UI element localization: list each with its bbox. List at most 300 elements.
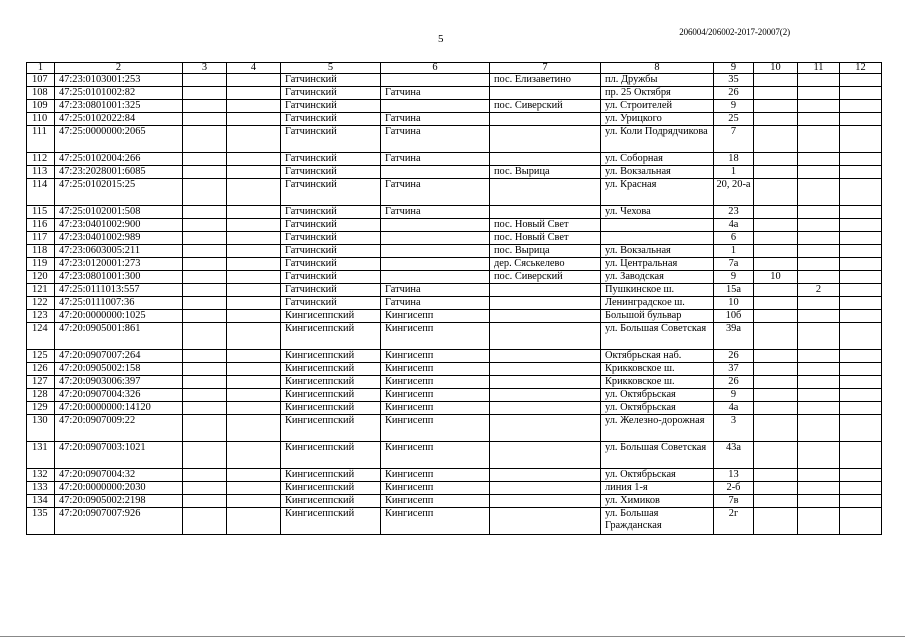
cell-house-number: 6 xyxy=(714,232,754,245)
table-row xyxy=(27,166,882,179)
cell-col-10 xyxy=(754,402,798,415)
cell-house-number: 25 xyxy=(714,113,754,126)
cell-cadastral-number: 47:20:0905002:2198 xyxy=(55,495,183,508)
cell-col-11 xyxy=(798,258,840,271)
table-row xyxy=(27,74,882,87)
cell-settlement xyxy=(490,482,601,495)
cell-settlement: пос. Сиверский xyxy=(490,100,601,113)
cell-cadastral-number: 47:20:0907007:926 xyxy=(55,508,183,535)
cell-district: Кингисеппский xyxy=(281,442,381,469)
cell-street: пл. Дружбы xyxy=(601,74,714,87)
cell-house-number: 9 xyxy=(714,389,754,402)
cell-cadastral-number: 47:23:0120001:273 xyxy=(55,258,183,271)
cell-col-4 xyxy=(227,402,281,415)
cell-cadastral-number: 47:23:0603005:211 xyxy=(55,245,183,258)
cell-district: Кингисеппский xyxy=(281,363,381,376)
document-id: 206004/206002-2017-20007(2) xyxy=(679,27,790,37)
column-header: 7 xyxy=(490,63,601,74)
page-number: 5 xyxy=(438,33,444,45)
cell-col-11 xyxy=(798,482,840,495)
table-row xyxy=(27,297,882,310)
cell-col-10 xyxy=(754,153,798,166)
cell-house-number: 1 xyxy=(714,166,754,179)
cell-col-12 xyxy=(840,100,882,113)
cell-col-10 xyxy=(754,126,798,153)
cell-district: Гатчинский xyxy=(281,113,381,126)
cell-street: ул. Большая Советская xyxy=(601,323,714,350)
cell-col-10 xyxy=(754,508,798,535)
cell-house-number: 43а xyxy=(714,442,754,469)
cell-col-4 xyxy=(227,100,281,113)
cell-col-10 xyxy=(754,113,798,126)
cell-col-3 xyxy=(183,310,227,323)
cell-col-3 xyxy=(183,166,227,179)
cell-settlement: пос. Новый Свет xyxy=(490,232,601,245)
cell-settlement: пос. Елизаветино xyxy=(490,74,601,87)
cell-row-number: 135 xyxy=(27,508,55,535)
cell-city: Кингисепп xyxy=(381,310,490,323)
cell-col-12 xyxy=(840,166,882,179)
cell-col-10 xyxy=(754,284,798,297)
cell-row-number: 134 xyxy=(27,495,55,508)
cell-col-11 xyxy=(798,508,840,535)
cell-cadastral-number: 47:23:0401002:900 xyxy=(55,219,183,232)
cell-col-10 xyxy=(754,350,798,363)
cell-col-12 xyxy=(840,508,882,535)
cell-row-number: 130 xyxy=(27,415,55,442)
cell-city xyxy=(381,258,490,271)
cell-cadastral-number: 47:20:0907007:264 xyxy=(55,350,183,363)
cell-col-3 xyxy=(183,508,227,535)
cell-house-number: 26 xyxy=(714,87,754,100)
cell-settlement xyxy=(490,508,601,535)
cell-col-4 xyxy=(227,284,281,297)
cell-col-10 xyxy=(754,179,798,206)
cell-col-3 xyxy=(183,402,227,415)
cell-district: Гатчинский xyxy=(281,232,381,245)
cell-district: Гатчинский xyxy=(281,179,381,206)
cell-col-3 xyxy=(183,442,227,469)
cell-col-4 xyxy=(227,245,281,258)
cell-street xyxy=(601,232,714,245)
cell-row-number: 107 xyxy=(27,74,55,87)
cell-col-11 xyxy=(798,153,840,166)
cell-col-11 xyxy=(798,402,840,415)
table-row xyxy=(27,389,882,402)
cell-district: Кингисеппский xyxy=(281,350,381,363)
cell-district: Гатчинский xyxy=(281,206,381,219)
cell-cadastral-number: 47:25:0111013:557 xyxy=(55,284,183,297)
cell-row-number: 128 xyxy=(27,389,55,402)
cell-house-number: 26 xyxy=(714,350,754,363)
cell-col-11 xyxy=(798,415,840,442)
cell-col-11 xyxy=(798,219,840,232)
cell-col-3 xyxy=(183,87,227,100)
cell-city: Гатчина xyxy=(381,206,490,219)
cell-col-3 xyxy=(183,376,227,389)
cell-row-number: 131 xyxy=(27,442,55,469)
cell-cadastral-number: 47:20:0907009:22 xyxy=(55,415,183,442)
cell-district: Гатчинский xyxy=(281,219,381,232)
cell-district: Кингисеппский xyxy=(281,376,381,389)
cell-house-number: 10 xyxy=(714,297,754,310)
cell-cadastral-number: 47:20:0903006:397 xyxy=(55,376,183,389)
cell-col-11 xyxy=(798,323,840,350)
cell-col-4 xyxy=(227,179,281,206)
cell-cadastral-number: 47:23:0801001:300 xyxy=(55,271,183,284)
table-row xyxy=(27,206,882,219)
cell-col-4 xyxy=(227,376,281,389)
cell-city: Кингисепп xyxy=(381,323,490,350)
cell-row-number: 124 xyxy=(27,323,55,350)
column-header: 5 xyxy=(281,63,381,74)
cell-col-3 xyxy=(183,126,227,153)
cell-col-11 xyxy=(798,495,840,508)
table-row xyxy=(27,323,882,350)
cell-col-3 xyxy=(183,363,227,376)
cell-cadastral-number: 47:23:0401002:989 xyxy=(55,232,183,245)
cell-street: Ленинградское ш. xyxy=(601,297,714,310)
cell-col-4 xyxy=(227,232,281,245)
cell-district: Кингисеппский xyxy=(281,310,381,323)
table-row xyxy=(27,310,882,323)
cell-district: Кингисеппский xyxy=(281,469,381,482)
cell-house-number: 26 xyxy=(714,376,754,389)
cell-col-4 xyxy=(227,363,281,376)
cell-street: ул. Коли Подрядчикова xyxy=(601,126,714,153)
cell-house-number: 2-б xyxy=(714,482,754,495)
cell-col-11 xyxy=(798,271,840,284)
cell-street: ул. Химиков xyxy=(601,495,714,508)
cell-col-4 xyxy=(227,495,281,508)
cell-street: ул. Вокзальная xyxy=(601,166,714,179)
cell-settlement xyxy=(490,206,601,219)
cell-col-3 xyxy=(183,271,227,284)
cell-col-3 xyxy=(183,495,227,508)
cell-house-number: 9 xyxy=(714,271,754,284)
cell-cadastral-number: 47:23:2028001:6085 xyxy=(55,166,183,179)
cell-house-number: 35 xyxy=(714,74,754,87)
table-row xyxy=(27,258,882,271)
cell-street: ул. Красная xyxy=(601,179,714,206)
cell-cadastral-number: 47:25:0102015:25 xyxy=(55,179,183,206)
cell-cadastral-number: 47:25:0101002:82 xyxy=(55,87,183,100)
cell-col-12 xyxy=(840,415,882,442)
table-row xyxy=(27,100,882,113)
cell-col-3 xyxy=(183,389,227,402)
cell-col-11 xyxy=(798,179,840,206)
cell-city xyxy=(381,232,490,245)
cell-cadastral-number: 47:23:0103001:253 xyxy=(55,74,183,87)
page-edge-line xyxy=(0,636,905,637)
table-row xyxy=(27,232,882,245)
cell-row-number: 117 xyxy=(27,232,55,245)
cell-city: Кингисепп xyxy=(381,442,490,469)
cell-col-12 xyxy=(840,495,882,508)
cell-district: Кингисеппский xyxy=(281,323,381,350)
cell-col-4 xyxy=(227,310,281,323)
cell-row-number: 113 xyxy=(27,166,55,179)
cell-city: Гатчина xyxy=(381,87,490,100)
cell-row-number: 122 xyxy=(27,297,55,310)
cell-district: Гатчинский xyxy=(281,284,381,297)
cell-settlement xyxy=(490,495,601,508)
cell-col-11 xyxy=(798,297,840,310)
cell-col-3 xyxy=(183,179,227,206)
cell-col-11 xyxy=(798,469,840,482)
cell-col-11 xyxy=(798,113,840,126)
cell-street: ул. Чехова xyxy=(601,206,714,219)
cell-cadastral-number: 47:20:0907003:1021 xyxy=(55,442,183,469)
cell-city: Кингисепп xyxy=(381,508,490,535)
cell-row-number: 125 xyxy=(27,350,55,363)
cell-street: ул. Железно-дорожная xyxy=(601,415,714,442)
table-row xyxy=(27,271,882,284)
cell-col-10 xyxy=(754,166,798,179)
cell-row-number: 119 xyxy=(27,258,55,271)
cell-city: Гатчина xyxy=(381,153,490,166)
cell-col-10 xyxy=(754,323,798,350)
column-header: 3 xyxy=(183,63,227,74)
cell-city xyxy=(381,219,490,232)
table-row xyxy=(27,284,882,297)
column-header: 9 xyxy=(714,63,754,74)
cell-street: Пушкинское ш. xyxy=(601,284,714,297)
cell-col-12 xyxy=(840,232,882,245)
cell-col-4 xyxy=(227,323,281,350)
register-table xyxy=(26,62,882,535)
cell-district: Кингисеппский xyxy=(281,389,381,402)
column-number-row xyxy=(27,63,882,74)
cell-cadastral-number: 47:20:0000000:14120 xyxy=(55,402,183,415)
table-row xyxy=(27,482,882,495)
cell-settlement xyxy=(490,126,601,153)
cell-col-12 xyxy=(840,179,882,206)
cell-settlement xyxy=(490,469,601,482)
table-row xyxy=(27,495,882,508)
cell-col-12 xyxy=(840,284,882,297)
cell-col-3 xyxy=(183,245,227,258)
cell-city: Гатчина xyxy=(381,284,490,297)
cell-col-12 xyxy=(840,126,882,153)
cell-district: Гатчинский xyxy=(281,126,381,153)
cell-row-number: 115 xyxy=(27,206,55,219)
cell-city: Кингисепп xyxy=(381,469,490,482)
cell-cadastral-number: 47:20:0905001:861 xyxy=(55,323,183,350)
column-header: 8 xyxy=(601,63,714,74)
cell-col-12 xyxy=(840,363,882,376)
cell-col-11 xyxy=(798,363,840,376)
cell-col-10 xyxy=(754,232,798,245)
cell-house-number: 39а xyxy=(714,323,754,350)
cell-cadastral-number: 47:20:0907004:326 xyxy=(55,389,183,402)
cell-street: Большой бульвар xyxy=(601,310,714,323)
cell-house-number: 7в xyxy=(714,495,754,508)
cell-district: Кингисеппский xyxy=(281,415,381,442)
cell-house-number: 3 xyxy=(714,415,754,442)
cell-cadastral-number: 47:20:0000000:1025 xyxy=(55,310,183,323)
cell-city xyxy=(381,100,490,113)
cell-city: Кингисепп xyxy=(381,350,490,363)
cell-col-10 xyxy=(754,415,798,442)
cell-settlement: дер. Сяськелево xyxy=(490,258,601,271)
cell-col-10 xyxy=(754,482,798,495)
cell-col-12 xyxy=(840,87,882,100)
cell-settlement xyxy=(490,442,601,469)
cell-col-12 xyxy=(840,245,882,258)
cell-district: Гатчинский xyxy=(281,87,381,100)
cell-col-10 xyxy=(754,310,798,323)
cell-street xyxy=(601,219,714,232)
cell-col-4 xyxy=(227,482,281,495)
cell-row-number: 116 xyxy=(27,219,55,232)
column-header: 4 xyxy=(227,63,281,74)
cell-col-10 xyxy=(754,258,798,271)
cell-city xyxy=(381,271,490,284)
cell-col-3 xyxy=(183,323,227,350)
table-row xyxy=(27,350,882,363)
cell-row-number: 133 xyxy=(27,482,55,495)
cell-col-3 xyxy=(183,284,227,297)
column-header: 1 xyxy=(27,63,55,74)
cell-district: Кингисеппский xyxy=(281,482,381,495)
cell-settlement: пос. Вырица xyxy=(490,166,601,179)
cell-col-4 xyxy=(227,126,281,153)
cell-col-3 xyxy=(183,100,227,113)
cell-cadastral-number: 47:25:0102004:266 xyxy=(55,153,183,166)
cell-settlement xyxy=(490,297,601,310)
cell-col-3 xyxy=(183,482,227,495)
cell-city xyxy=(381,74,490,87)
cell-city: Гатчина xyxy=(381,297,490,310)
cell-col-4 xyxy=(227,469,281,482)
table-row xyxy=(27,376,882,389)
cell-col-10 xyxy=(754,376,798,389)
cell-col-4 xyxy=(227,113,281,126)
cell-settlement: пос. Новый Свет xyxy=(490,219,601,232)
cell-row-number: 129 xyxy=(27,402,55,415)
cell-col-11 xyxy=(798,245,840,258)
cell-col-4 xyxy=(227,219,281,232)
cell-col-4 xyxy=(227,166,281,179)
cell-street: линия 1-я xyxy=(601,482,714,495)
cell-street: Крикковское ш. xyxy=(601,376,714,389)
cell-row-number: 123 xyxy=(27,310,55,323)
cell-row-number: 114 xyxy=(27,179,55,206)
cell-row-number: 118 xyxy=(27,245,55,258)
cell-col-12 xyxy=(840,297,882,310)
cell-row-number: 111 xyxy=(27,126,55,153)
cell-house-number: 7а xyxy=(714,258,754,271)
cell-col-11 xyxy=(798,87,840,100)
cell-cadastral-number: 47:25:0111007:36 xyxy=(55,297,183,310)
cell-settlement xyxy=(490,350,601,363)
cell-city xyxy=(381,245,490,258)
cell-house-number: 2г xyxy=(714,508,754,535)
cell-col-10 xyxy=(754,363,798,376)
cell-col-4 xyxy=(227,153,281,166)
cell-col-3 xyxy=(183,153,227,166)
cell-col-4 xyxy=(227,206,281,219)
cell-col-4 xyxy=(227,350,281,363)
cell-settlement xyxy=(490,310,601,323)
cell-col-11 xyxy=(798,74,840,87)
column-header: 2 xyxy=(55,63,183,74)
cell-row-number: 121 xyxy=(27,284,55,297)
cell-house-number: 10б xyxy=(714,310,754,323)
cell-col-11 xyxy=(798,376,840,389)
cell-house-number: 4а xyxy=(714,219,754,232)
table-row xyxy=(27,87,882,100)
cell-district: Гатчинский xyxy=(281,271,381,284)
cell-house-number: 20, 20-а xyxy=(714,179,754,206)
cell-col-10 xyxy=(754,469,798,482)
cell-cadastral-number: 47:23:0801001:325 xyxy=(55,100,183,113)
cell-row-number: 108 xyxy=(27,87,55,100)
cell-col-3 xyxy=(183,113,227,126)
cell-city: Кингисепп xyxy=(381,415,490,442)
cell-col-12 xyxy=(840,153,882,166)
cell-row-number: 110 xyxy=(27,113,55,126)
cell-col-4 xyxy=(227,442,281,469)
cell-street: пр. 25 Октября xyxy=(601,87,714,100)
cell-col-4 xyxy=(227,87,281,100)
cell-house-number: 13 xyxy=(714,469,754,482)
cell-street: ул. Урицкого xyxy=(601,113,714,126)
cell-cadastral-number: 47:20:0000000:2030 xyxy=(55,482,183,495)
cell-settlement xyxy=(490,323,601,350)
cell-city: Кингисепп xyxy=(381,482,490,495)
cell-settlement xyxy=(490,389,601,402)
cell-district: Гатчинский xyxy=(281,297,381,310)
cell-col-11 xyxy=(798,232,840,245)
cell-col-12 xyxy=(840,323,882,350)
cell-col-12 xyxy=(840,310,882,323)
cell-row-number: 112 xyxy=(27,153,55,166)
table-row xyxy=(27,469,882,482)
cell-city: Гатчина xyxy=(381,113,490,126)
cell-col-3 xyxy=(183,415,227,442)
cell-col-11 xyxy=(798,310,840,323)
cell-col-10 xyxy=(754,495,798,508)
cell-col-4 xyxy=(227,271,281,284)
cell-col-3 xyxy=(183,469,227,482)
cell-house-number: 7 xyxy=(714,126,754,153)
column-header: 11 xyxy=(798,63,840,74)
cell-col-12 xyxy=(840,74,882,87)
cell-col-11: 2 xyxy=(798,284,840,297)
cell-settlement: пос. Вырица xyxy=(490,245,601,258)
cell-col-12 xyxy=(840,389,882,402)
cell-cadastral-number: 47:20:0907004:32 xyxy=(55,469,183,482)
cell-settlement xyxy=(490,415,601,442)
cell-house-number: 1 xyxy=(714,245,754,258)
table-row xyxy=(27,508,882,535)
cell-street: ул. Октябрьская xyxy=(601,402,714,415)
cell-col-4 xyxy=(227,415,281,442)
cell-col-12 xyxy=(840,469,882,482)
cell-col-10 xyxy=(754,245,798,258)
cell-street: ул. Центральная xyxy=(601,258,714,271)
cell-col-10 xyxy=(754,389,798,402)
cell-city: Гатчина xyxy=(381,179,490,206)
table-row xyxy=(27,153,882,166)
cell-settlement xyxy=(490,284,601,297)
cell-house-number: 37 xyxy=(714,363,754,376)
cell-city: Кингисепп xyxy=(381,495,490,508)
cell-col-12 xyxy=(840,402,882,415)
cell-city: Кингисепп xyxy=(381,402,490,415)
